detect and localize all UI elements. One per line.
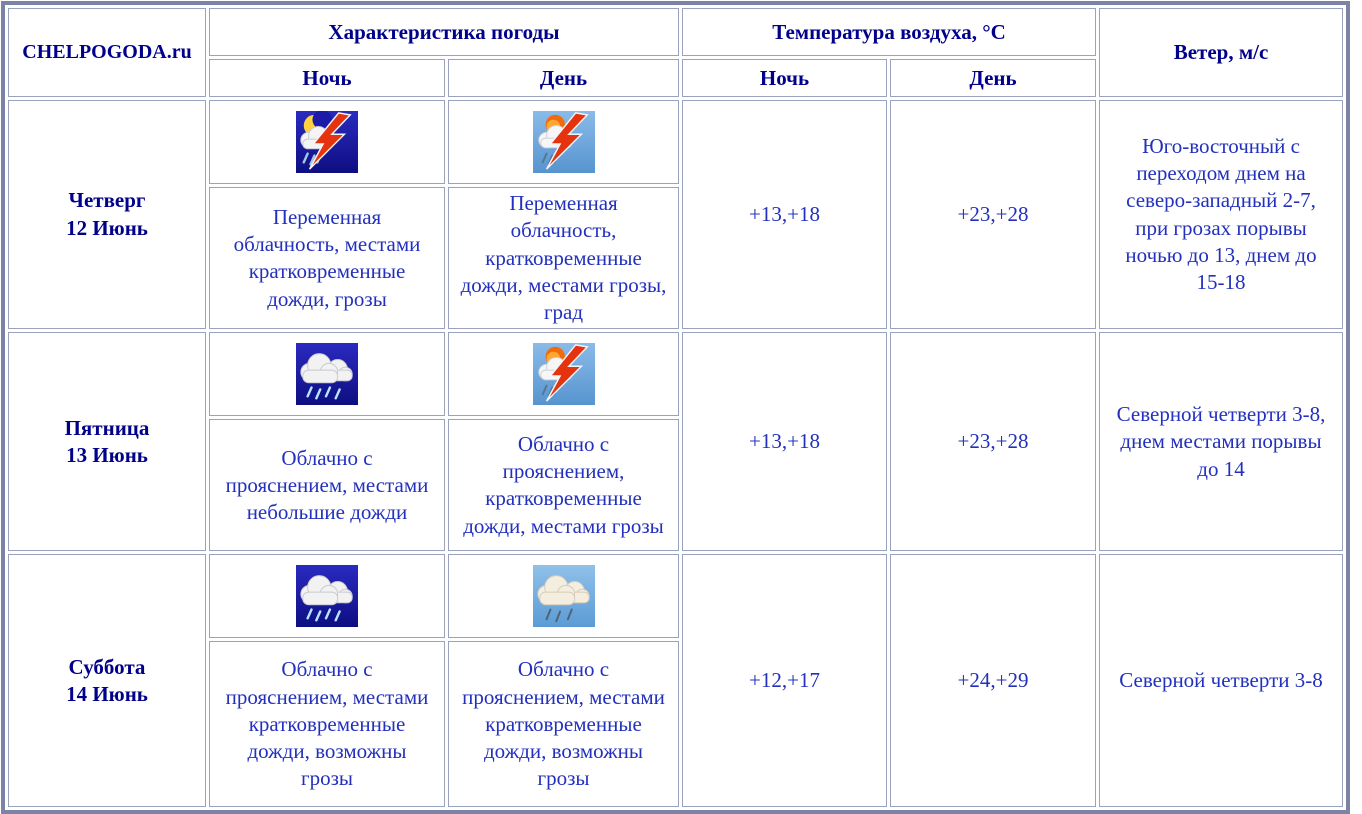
night-temperature-value: +12,+17 — [682, 554, 887, 807]
weather-night-subheader: Ночь — [209, 59, 445, 97]
air-temperature-header: Температура воздуха, °C — [682, 8, 1096, 56]
wind-description: Северной четверти 3-8, днем местами порывы до 14 — [1099, 332, 1343, 551]
day-temperature-value: +23,+28 — [890, 332, 1096, 551]
wind-description: Северной четверти 3-8 — [1099, 554, 1343, 807]
day-weather-description: Переменная облачность, кратковременные дожди, местами грозы, град — [448, 187, 679, 329]
day-weather-icon-cell — [448, 100, 679, 184]
night-rain-icon — [212, 565, 442, 627]
day-name-cell — [8, 332, 206, 551]
date-label: 13 Июнь — [66, 442, 148, 467]
night-weather-icon-cell — [209, 332, 445, 416]
date-label: 12 Июнь — [66, 215, 148, 240]
header-row-groups — [8, 8, 1343, 56]
night-thunderstorm-icon — [212, 111, 442, 173]
date-label: 14 Июнь — [66, 681, 148, 706]
night-temperature-value: +13,+18 — [682, 100, 887, 329]
temp-day-subheader: День — [890, 59, 1096, 97]
day-weather-description: Облачно с прояснением, кратковременные дожди, местами грозы — [448, 419, 679, 551]
weekday-label: Четверг — [68, 188, 146, 213]
forecast-tbody — [8, 100, 1343, 807]
wind-description: Юго-восточный с переходом днем на северо-западный 2-7, при грозах порывы ночью до 13, днем до 15-18 — [1099, 100, 1343, 329]
night-weather-description: Облачно с прояснением, местами небольшие дожди — [209, 419, 445, 551]
day-name-cell — [8, 554, 206, 807]
day-weather-description: Облачно с прояснением, местами кратковременные дожди, возможны грозы — [448, 641, 679, 807]
temp-night-subheader: Ночь — [682, 59, 887, 97]
weather-forecast-table — [1, 1, 1350, 814]
weekday-label: Суббота — [68, 654, 146, 679]
day-temperature-value: +24,+29 — [890, 554, 1096, 807]
day-thunderstorm-icon — [451, 111, 676, 173]
night-temperature-value: +13,+18 — [682, 332, 887, 551]
night-rain-icon — [212, 343, 442, 405]
night-weather-description: Облачно с прояснением, местами кратковременные дожди, возможны грозы — [209, 641, 445, 807]
night-weather-icon-cell — [209, 100, 445, 184]
site-logo: CHELPOGODA.ru — [8, 8, 206, 97]
day-rain-icon — [451, 565, 676, 627]
forecast-row-icons — [8, 554, 1343, 638]
weather-characteristic-header: Характеристика погоды — [209, 8, 679, 56]
day-name-cell — [8, 100, 206, 329]
forecast-row-icons — [8, 332, 1343, 416]
day-temperature-value: +23,+28 — [890, 100, 1096, 329]
wind-header: Ветер, м/с — [1099, 8, 1343, 97]
night-weather-description: Переменная облачность, местами кратковременные дожди, грозы — [209, 187, 445, 329]
day-thunderstorm-icon — [451, 343, 676, 405]
day-weather-icon-cell — [448, 554, 679, 638]
forecast-row-icons — [8, 100, 1343, 184]
weekday-label: Пятница — [64, 415, 150, 440]
weather-day-subheader: День — [448, 59, 679, 97]
night-weather-icon-cell — [209, 554, 445, 638]
day-weather-icon-cell — [448, 332, 679, 416]
